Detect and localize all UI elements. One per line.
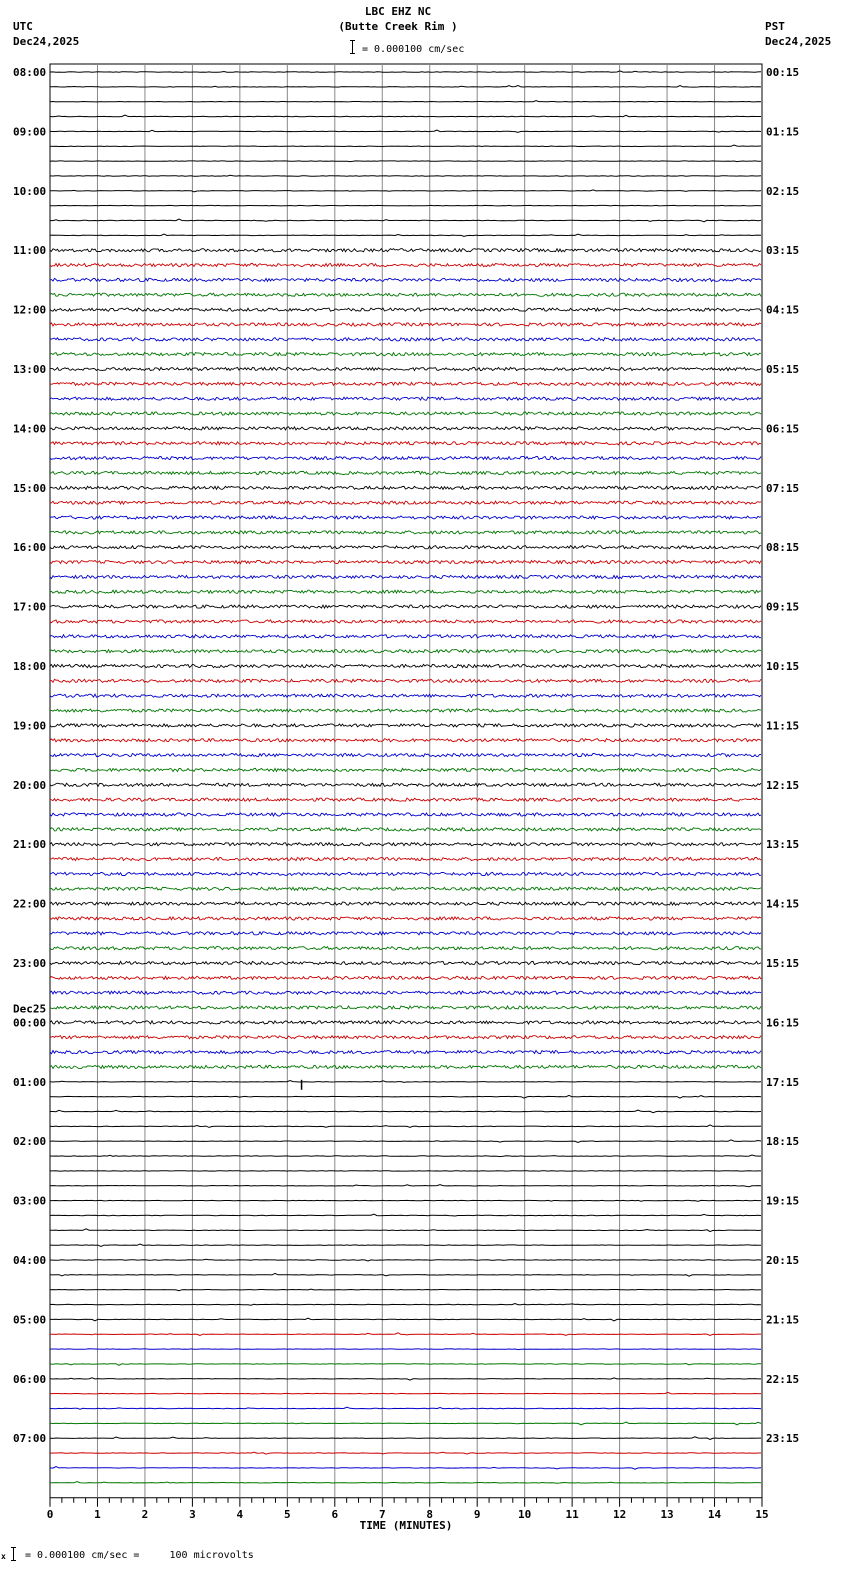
trace-line bbox=[50, 1125, 761, 1128]
x-tick-label: 7 bbox=[378, 1507, 386, 1521]
trace-line bbox=[50, 175, 761, 176]
left-hour-label: 08:00 bbox=[13, 66, 47, 79]
left-hour-label: 02:00 bbox=[13, 1135, 47, 1149]
trace-line bbox=[50, 902, 761, 905]
trace-line bbox=[50, 932, 761, 935]
trace-line bbox=[50, 1065, 761, 1068]
trace-line bbox=[50, 1289, 761, 1291]
x-tick-label: 9 bbox=[473, 1507, 481, 1521]
x-tick-label: 5 bbox=[284, 1507, 291, 1521]
trace-line bbox=[50, 813, 761, 816]
trace-line bbox=[50, 1378, 761, 1380]
x-tick-label: 2 bbox=[141, 1507, 149, 1521]
left-hour-label: 03:00 bbox=[13, 1194, 47, 1208]
trace-line bbox=[50, 471, 761, 474]
trace-line bbox=[50, 457, 761, 460]
trace-line bbox=[50, 161, 761, 162]
left-hour-label: 12:00 bbox=[13, 303, 47, 317]
x-tick-label: 8 bbox=[426, 1507, 434, 1521]
trace-line bbox=[50, 71, 761, 73]
trace-line bbox=[50, 1422, 761, 1425]
trace-line bbox=[50, 724, 761, 727]
trace-line bbox=[50, 382, 761, 385]
left-timezone: UTC bbox=[13, 20, 33, 33]
left-hour-label: 15:00 bbox=[13, 481, 47, 495]
trace-line bbox=[50, 1244, 761, 1246]
trace-line bbox=[50, 664, 761, 667]
trace-line bbox=[50, 115, 761, 117]
trace-line bbox=[50, 1452, 761, 1454]
trace-line bbox=[50, 605, 761, 608]
trace-line bbox=[50, 917, 761, 920]
right-hour-label: 16:15 bbox=[766, 1016, 800, 1030]
left-hour-label: 10:00 bbox=[13, 184, 47, 198]
x-tick-label: 14 bbox=[707, 1507, 722, 1521]
trace-line bbox=[50, 590, 761, 593]
trace-line bbox=[50, 679, 761, 682]
right-date: Dec24,2025 bbox=[765, 35, 832, 48]
trace-line bbox=[50, 739, 761, 742]
left-hour-label: 00:00 bbox=[13, 1016, 47, 1030]
trace-line bbox=[50, 1392, 761, 1394]
right-hour-label: 06:15 bbox=[766, 422, 800, 436]
trace-line bbox=[50, 531, 761, 534]
left-date: Dec24,2025 bbox=[13, 35, 80, 48]
trace-line bbox=[50, 976, 761, 979]
trace-line bbox=[50, 501, 761, 504]
trace-line bbox=[50, 427, 761, 430]
trace-line bbox=[50, 1214, 761, 1216]
right-hour-label: 21:15 bbox=[766, 1313, 800, 1327]
trace-line bbox=[50, 353, 761, 356]
trace-line bbox=[50, 190, 761, 192]
trace-line bbox=[50, 1051, 761, 1054]
trace-line bbox=[50, 219, 761, 222]
trace-line bbox=[50, 1349, 761, 1350]
left-hour-label: 18:00 bbox=[13, 660, 47, 673]
right-hour-label: 05:15 bbox=[766, 363, 800, 376]
trace-line bbox=[50, 1407, 761, 1409]
right-hour-label: 11:15 bbox=[766, 719, 800, 733]
trace-line bbox=[50, 947, 761, 950]
x-tick-label: 15 bbox=[755, 1507, 769, 1521]
trace-line bbox=[50, 323, 761, 326]
trace-line bbox=[50, 768, 761, 771]
trace-line bbox=[50, 1095, 761, 1098]
left-hour-label: 05:00 bbox=[13, 1313, 47, 1327]
right-hour-label: 15:15 bbox=[766, 957, 800, 970]
right-hour-label: 07:15 bbox=[766, 481, 800, 495]
trace-line bbox=[50, 650, 761, 653]
left-hour-label: 17:00 bbox=[13, 600, 47, 614]
trace-line bbox=[50, 486, 761, 489]
trace-line bbox=[50, 694, 761, 697]
right-hour-label: 23:15 bbox=[766, 1432, 800, 1446]
right-hour-label: 01:15 bbox=[766, 125, 800, 139]
left-hour-label: 23:00 bbox=[13, 957, 47, 970]
right-hour-label: 04:15 bbox=[766, 303, 800, 317]
right-hour-label: 12:15 bbox=[766, 778, 800, 792]
x-tick-label: 10 bbox=[518, 1507, 532, 1521]
trace-line bbox=[50, 338, 761, 341]
trace-line bbox=[50, 367, 761, 370]
trace-line bbox=[50, 1229, 761, 1232]
left-hour-label: 01:00 bbox=[13, 1075, 47, 1089]
station-title: LBC EHZ NC bbox=[364, 5, 432, 18]
trace-line bbox=[50, 546, 761, 549]
trace-line bbox=[50, 205, 761, 206]
left-hour-label: 11:00 bbox=[13, 244, 47, 258]
trace-line bbox=[50, 234, 761, 236]
left-hour-label: 06:00 bbox=[13, 1372, 47, 1386]
trace-line bbox=[50, 1185, 761, 1187]
right-hour-label: 19:15 bbox=[766, 1194, 800, 1208]
trace-line bbox=[50, 1364, 761, 1366]
x-tick-label: 13 bbox=[660, 1507, 674, 1521]
trace-line bbox=[50, 1021, 761, 1024]
trace-line bbox=[50, 1140, 761, 1143]
x-tick-label: 4 bbox=[236, 1507, 244, 1521]
right-hour-label: 20:15 bbox=[766, 1254, 800, 1267]
trace-line bbox=[50, 1333, 761, 1336]
right-hour-label: 10:15 bbox=[766, 660, 800, 673]
right-hour-label: 13:15 bbox=[766, 838, 800, 852]
footer-mark: x bbox=[1, 1552, 6, 1561]
trace-line bbox=[50, 858, 761, 861]
trace-line bbox=[50, 754, 761, 757]
left-hour-label: 13:00 bbox=[13, 363, 47, 376]
trace-line bbox=[50, 872, 761, 875]
trace-line bbox=[50, 145, 761, 147]
trace-line bbox=[50, 783, 761, 786]
left-hour-label: 21:00 bbox=[13, 838, 47, 852]
left-hour-label: 14:00 bbox=[13, 422, 47, 436]
right-hour-label: 22:15 bbox=[766, 1372, 800, 1386]
trace-line bbox=[50, 843, 761, 846]
trace-line bbox=[50, 798, 761, 801]
right-timezone: PST bbox=[765, 20, 785, 33]
x-tick-label: 12 bbox=[612, 1507, 627, 1521]
x-tick-label: 6 bbox=[331, 1507, 339, 1521]
trace-line bbox=[50, 828, 761, 831]
trace-line bbox=[50, 1273, 761, 1276]
right-hour-label: 18:15 bbox=[766, 1135, 800, 1149]
trace-line bbox=[50, 1110, 761, 1113]
trace-line bbox=[50, 1036, 761, 1039]
right-hour-label: 17:15 bbox=[766, 1075, 800, 1089]
trace-line bbox=[50, 412, 761, 415]
x-tick-label: 11 bbox=[565, 1507, 579, 1521]
trace-line bbox=[50, 130, 761, 132]
trace-line bbox=[50, 1200, 761, 1201]
right-hour-label: 14:15 bbox=[766, 897, 800, 911]
left-hour-label: 20:00 bbox=[13, 778, 47, 792]
trace-line bbox=[50, 1081, 761, 1083]
trace-line bbox=[50, 991, 761, 994]
trace-line bbox=[50, 1304, 761, 1306]
trace-line bbox=[50, 1155, 761, 1157]
trace-line bbox=[50, 961, 761, 964]
trace-line bbox=[50, 635, 761, 638]
footer-scale-label: = 0.000100 cm/sec = 100 microvolts bbox=[25, 1550, 254, 1561]
x-tick-label: 1 bbox=[94, 1507, 101, 1521]
left-hour-label: 22:00 bbox=[13, 897, 47, 911]
left-hour-label: 04:00 bbox=[13, 1254, 47, 1267]
site-title: (Butte Creek Rim ) bbox=[338, 20, 458, 33]
trace-line bbox=[50, 278, 761, 281]
right-hour-label: 08:15 bbox=[766, 541, 800, 555]
trace-line bbox=[50, 1467, 761, 1470]
left-hour-label: 19:00 bbox=[13, 719, 47, 733]
trace-line bbox=[50, 887, 761, 890]
scale-label: = 0.000100 cm/sec bbox=[362, 44, 465, 55]
trace-line bbox=[50, 516, 761, 519]
trace-line bbox=[50, 709, 761, 712]
trace-line bbox=[50, 249, 761, 252]
left-hour-label: 07:00 bbox=[13, 1432, 47, 1446]
x-axis-label: TIME (MINUTES) bbox=[359, 1518, 453, 1532]
trace-line bbox=[50, 1171, 761, 1172]
trace-line bbox=[50, 1437, 761, 1440]
left-hour-label: 09:00 bbox=[13, 125, 47, 139]
trace-line bbox=[50, 1482, 761, 1484]
right-hour-label: 03:15 bbox=[766, 244, 800, 258]
x-tick-label: 0 bbox=[46, 1507, 54, 1521]
trace-line bbox=[50, 101, 761, 102]
trace-line bbox=[50, 308, 761, 311]
left-hour-label: 16:00 bbox=[13, 541, 47, 555]
trace-line bbox=[50, 1259, 761, 1261]
right-hour-label: 09:15 bbox=[766, 600, 800, 614]
trace-line bbox=[50, 293, 761, 296]
trace-line bbox=[50, 1006, 761, 1009]
trace-line bbox=[50, 1318, 761, 1321]
trace-line bbox=[50, 561, 761, 564]
trace-line bbox=[50, 575, 761, 578]
right-hour-label: 00:15 bbox=[766, 66, 800, 79]
footer-scale-icon bbox=[11, 1546, 16, 1560]
right-hour-label: 02:15 bbox=[766, 184, 800, 198]
date-change-label: Dec25 bbox=[13, 1002, 47, 1016]
trace-line bbox=[50, 620, 761, 623]
trace-line bbox=[50, 397, 761, 400]
trace-line bbox=[50, 442, 761, 445]
trace-line bbox=[50, 86, 761, 88]
trace-line bbox=[50, 264, 761, 267]
x-tick-label: 3 bbox=[189, 1507, 196, 1521]
